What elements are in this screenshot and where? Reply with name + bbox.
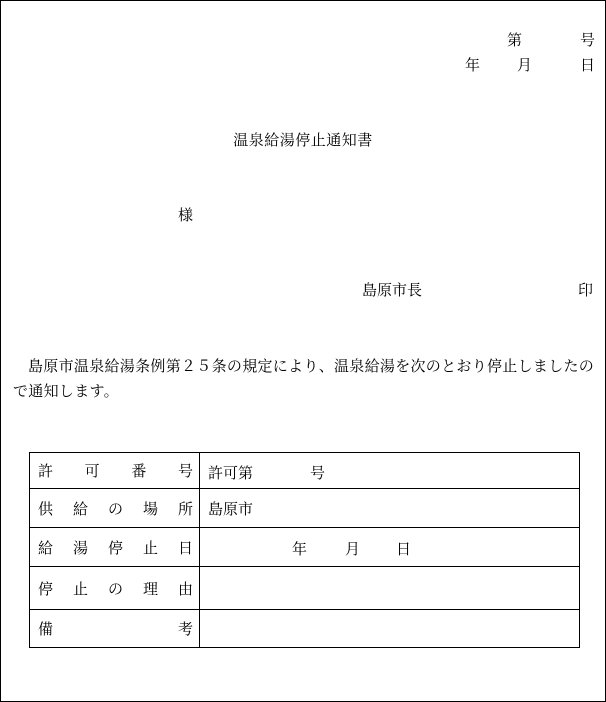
permit-number-value [200,453,580,489]
stop-date-label: 給 湯 停 止 日 [30,528,200,567]
permit-prefix: 許可第 [208,463,254,482]
supply-location-value: 島原市 [200,489,580,528]
remarks-value [200,610,580,648]
number-prefix: 第 [507,31,523,49]
stop-day-label: 日 [396,540,412,558]
stop-year-label: 年 [292,540,308,558]
addressee-honorific: 様 [178,206,194,224]
supply-location-label: 供 給 の 場 所 [30,489,200,528]
remarks-label: 備 考 [30,610,200,648]
table-row [30,567,580,610]
stop-date-value [200,528,580,567]
issuer-name: 島原市長 [362,281,423,299]
issue-day-label: 日 [579,56,595,74]
notice-details-table [29,452,580,648]
notice-body-text: 島原市温泉給湯条例第２５条の規定により、温泉給湯を次のとおり停止しましたので通知します。 [13,357,595,400]
document-title: 温泉給湯停止通知書 [233,131,373,149]
issue-month-label: 月 [517,56,533,74]
table-row [30,610,580,648]
number-suffix: 号 [579,31,595,49]
stop-month-label: 月 [345,540,361,558]
stop-reason-value [200,567,580,610]
table-row [30,489,580,528]
stop-reason-label: 停 止 の 理 由 [30,567,200,610]
permit-number-label: 許 可 番 号 [30,453,200,489]
issue-year-label: 年 [465,56,481,74]
table-row [30,528,580,567]
seal-mark: 印 [578,281,594,299]
table-row [30,453,580,489]
permit-suffix: 号 [310,463,326,482]
